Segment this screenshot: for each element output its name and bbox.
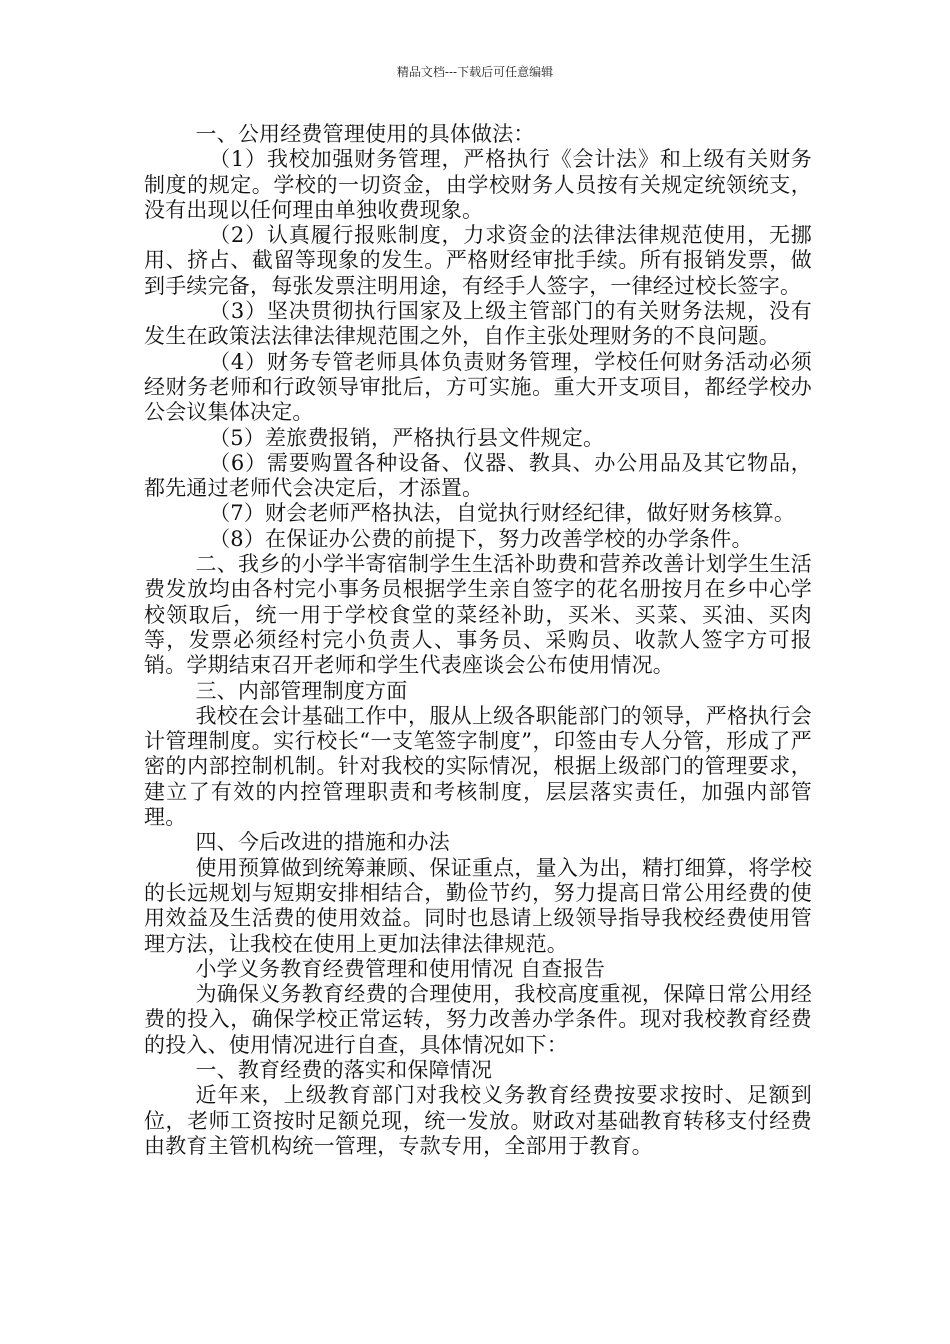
section-heading-4: 四、今后改进的措施和办法 — [195, 830, 450, 855]
report-intro-paragraph: 为确保义务教育经费的合理使用，我校高度重视，保障日常公用经费的投入，确保学校正常运转，努力改善办学条件。现对我校教育经费的投入、使用情况进行自查，具体情况如下： — [144, 982, 812, 1057]
report-section-heading-1: 一、教育经费的落实和保障情况 — [195, 1057, 493, 1082]
section-3-paragraph: 我校在会计基础工作中，服从上级各职能部门的领导，严格执行会计管理制度。实行校长“一支笔签字制度”，印签由专人分管，形成了严密的内部控制机制。针对我校的实际情况，根据上级部门的管理要求，建立了有效的内控管理职责和考核制度，层层落实责任，加强内部管理。 — [144, 703, 812, 830]
section-4-paragraph: 使用预算做到统筹兼顾、保证重点，量入为出，精打细算，将学校的长远规划与短期安排相结合，勤俭节约，努力提高日常公用经费的使用效益及生活费的使用效益。同时也恳请上级领导指导我校经费使用管理方法，让我校在使用上更加法律法律规范。 — [144, 855, 812, 956]
section-2-paragraph: 二、我乡的小学半寄宿制学生生活补助费和营养改善计划学生生活费发放均由各村完小事务员根据学生亲自签字的花名册按月在乡中心学校领取后，统一用于学校食堂的菜经补助，买米、买菜、买油、买肉等，发票必须经村完小负责人、事务员、采购员、收款人签字方可报销。学期结束召开老师和学生代表座谈会公布使用情况。 — [144, 552, 812, 678]
section-heading-1: 一、公用经费管理使用的具体做法： — [195, 122, 535, 146]
paragraph-item-4: （4）财务专管老师具体负责财务管理，学校任何财务活动必须经财务老师和行政领导审批后，方可实施。重大开支项目，都经学校办公会议集体决定。 — [144, 349, 812, 425]
paragraph-item-6: （6）需要购置各种设备、仪器、教具、办公用品及其它物品，都先通过老师代会决定后，才添置。 — [144, 450, 812, 501]
paragraph-item-1: （1）我校加强财务管理，严格执行《会计法》和上级有关财务制度的规定。学校的一切资金，由学校财务人员按有关规定统领统支，没有出现以任何理由单独收费现象。 — [144, 147, 812, 222]
paragraph-item-3: （3）坚决贯彻执行国家及上级主管部门的有关财务法规，没有发生在政策法法律法律规范围之外，自作主张处理财务的不良问题。 — [144, 299, 812, 349]
document-body — [144, 122, 812, 1159]
report-title: 小学义务教育经费管理和使用情况 自查报告 — [195, 956, 606, 981]
paragraph-item-8: （8）在保证办公费的前提下，努力改善学校的办学条件。 — [209, 526, 753, 551]
paragraph-item-5: （5）差旅费报销，严格执行县文件规定。 — [209, 425, 605, 450]
page-header: 精品文档---下载后可任意编辑 — [396, 65, 554, 79]
paragraph-item-2: （2）认真履行报账制度，力求资金的法律法律规范使用，无挪用、挤占、截留等现象的发生。严格财经审批手续。所有报销发票，做到手续完备，每张发票注明用途，有经手人签字，一律经过校长签字。 — [144, 223, 812, 298]
paragraph-item-7: （7）财会老师严格执法，自觉执行财经纪律，做好财务核算。 — [209, 501, 796, 526]
report-section-1-paragraph: 近年来，上级教育部门对我校义务教育经费按要求按时、足额到位，老师工资按时足额兑现，统一发放。财政对基础教育转移支付经费由教育主管机构统一管理，专款专用，全部用于教育。 — [144, 1083, 812, 1158]
section-heading-3: 三、内部管理制度方面 — [195, 678, 408, 703]
